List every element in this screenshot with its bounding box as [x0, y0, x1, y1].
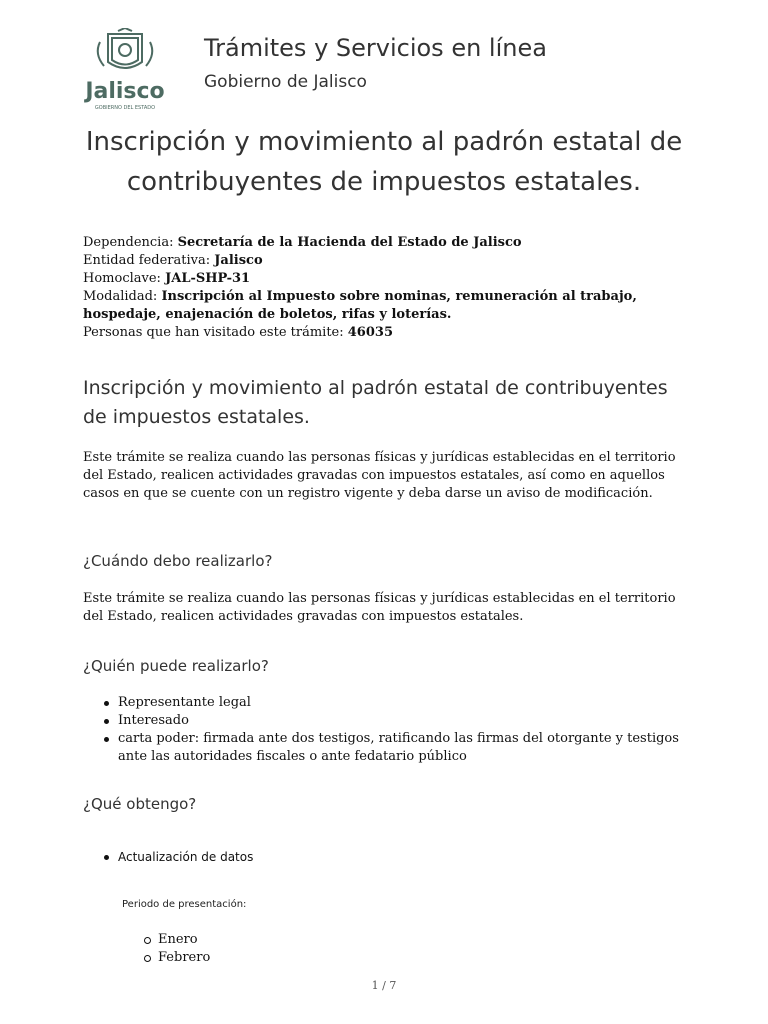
meses-list	[140, 931, 210, 967]
modalidad-value: Inscripción al Impuesto sobre nominas, remuneración al trabajo, hospedaje, enajenación de boletos, rifas y loterías.	[83, 289, 637, 322]
meta-visitas: Personas que han visitado este trámite: 46035	[83, 325, 393, 340]
page-title: Inscripción y movimiento al padrón estatal de contribuyentes de impuestos estatales.	[85, 127, 683, 197]
quien-heading: ¿Quién puede realizarlo?	[83, 657, 269, 675]
cuando-paragraph: Este trámite se realiza cuando las personas físicas y jurídicas establecidas en el territorio del Estado, realicen actividades gravadas con impuestos estatales.	[83, 591, 676, 624]
list-item: Representante legal	[100, 694, 690, 712]
obtengo-list	[100, 848, 690, 866]
site-title: Trámites y Servicios en línea	[204, 34, 547, 62]
dependencia-value: Secretaría de la Hacienda del Estado de Jalisco	[177, 235, 522, 250]
meta-entidad: Entidad federativa: Jalisco	[83, 253, 263, 268]
list-item: Actualización de datos	[100, 848, 690, 866]
list-item: carta poder: firmada ante dos testigos, ratificando las firmas del otorgante y testigos ante las autoridades fiscales o ante fedatario público	[100, 730, 690, 766]
intro-paragraph: Este trámite se realiza cuando las personas físicas y jurídicas establecidas en el territorio del Estado, realicen actividades gravadas con impuestos estatales, así como en aquellos casos en que se cuente con un registro vigente y deba darse un aviso de modificación.	[83, 450, 676, 501]
visitas-count: 46035	[347, 325, 393, 340]
page-number: 1 / 7	[371, 979, 397, 992]
jalisco-logo	[80, 28, 170, 112]
logo-subtext: GOBIERNO DEL ESTADO	[94, 105, 156, 111]
meta-homoclave: Homoclave: JAL-SHP-31	[83, 271, 251, 286]
entidad-value: Jalisco	[214, 253, 263, 268]
tramite-meta	[83, 234, 693, 342]
cuando-heading: ¿Cuándo debo realizarlo?	[83, 552, 273, 570]
periodo-label: Periodo de presentación:	[122, 899, 247, 910]
meta-dependencia: Dependencia: Secretaría de la Hacienda del Estado de Jalisco	[83, 235, 522, 250]
meta-modalidad: Modalidad: Inscripción al Impuesto sobre nominas, remuneración al trabajo, hospedaje, enajenación de boletos, rifas y loterías.	[83, 289, 637, 322]
section-title: Inscripción y movimiento al padrón estatal de contribuyentes de impuestos estatales.	[83, 377, 668, 428]
list-item: Enero	[140, 931, 210, 949]
header	[80, 28, 700, 118]
quien-list	[100, 694, 690, 766]
obtengo-heading: ¿Qué obtengo?	[83, 795, 197, 813]
homoclave-value: JAL-SHP-31	[165, 271, 251, 286]
list-item: Interesado	[100, 712, 690, 730]
list-item: Febrero	[140, 949, 210, 967]
site-subtitle: Gobierno de Jalisco	[204, 72, 367, 92]
logo-wordmark: Jalisco	[85, 79, 165, 104]
